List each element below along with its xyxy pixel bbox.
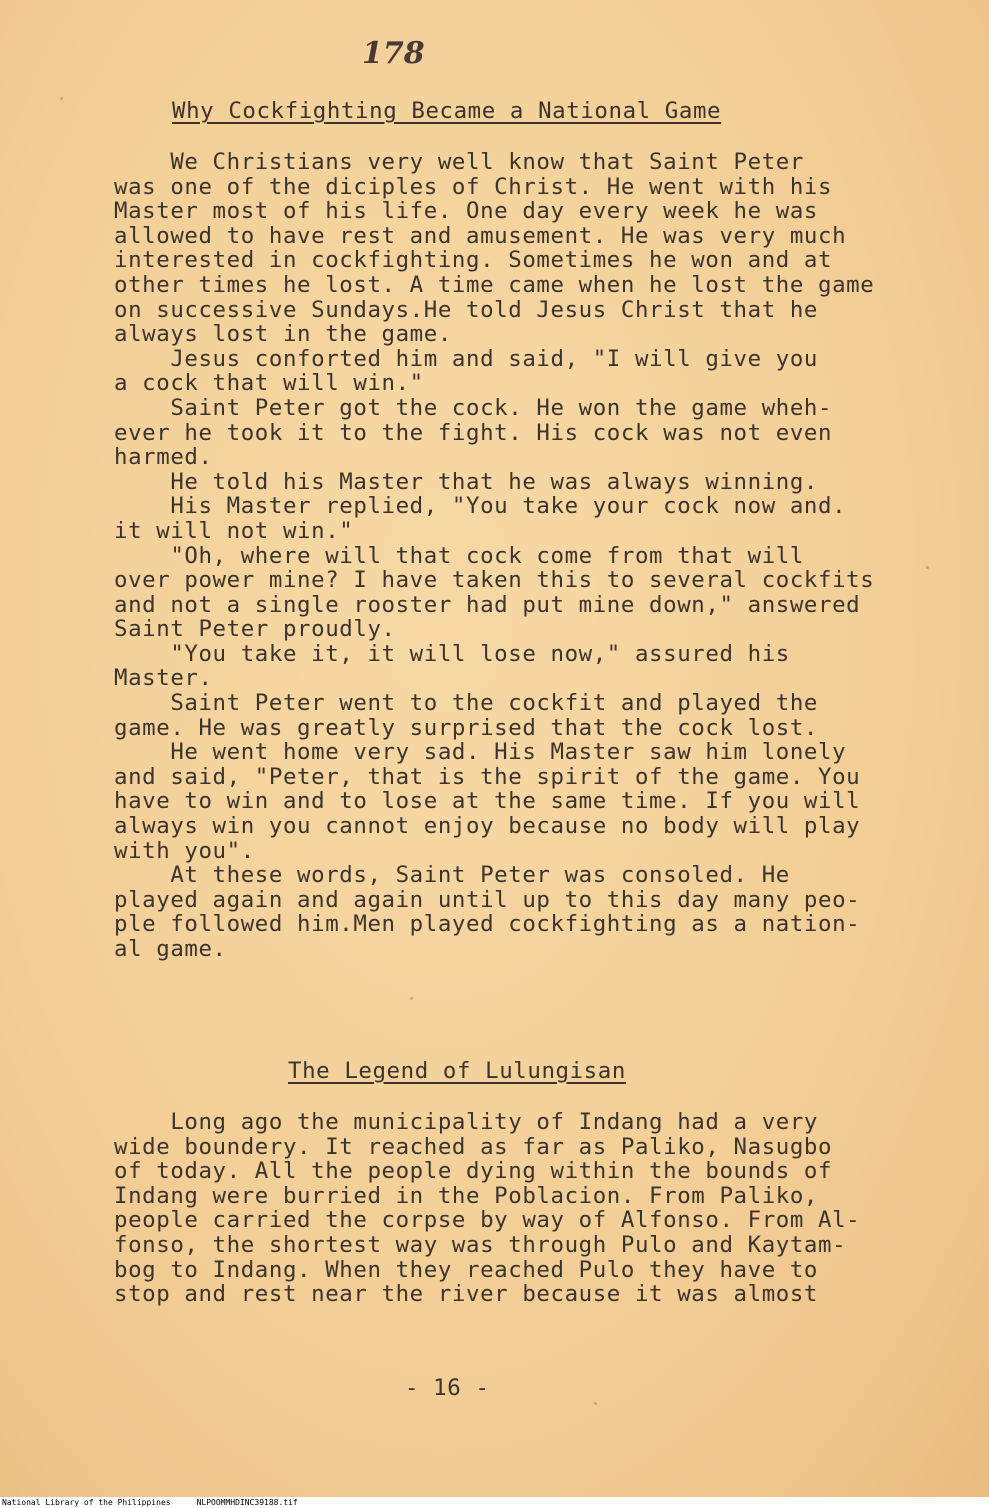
footer-file-name: NLPOOMMHDINC39188.tif: [196, 1498, 298, 1507]
text-line: on successive Sundays.He told Jesus Christ that he: [114, 296, 819, 323]
text-line: bog to Indang. When they reached Pulo they have to: [114, 1256, 819, 1283]
text-line: played again and again until up to this day many peo-: [114, 886, 861, 913]
text-line: He told his Master that he was always winning.: [114, 468, 819, 495]
story-title-cockfighting: Why Cockfighting Became a National Game: [172, 98, 722, 124]
story-body-lulungisan: [114, 1110, 914, 1307]
text-line: stop and rest near the river because it was almost: [114, 1281, 819, 1308]
text-line: Master most of his life. One day every week he was: [114, 198, 819, 225]
text-line: ever he took it to the fight. His cock was not even: [114, 419, 833, 446]
paper-speck: [410, 997, 413, 1000]
text-line: Jesus conforted him and said, "I will give you: [114, 345, 819, 372]
text-line: game. He was greatly surprised that the cock lost.: [114, 714, 819, 741]
paper-speck: [926, 566, 929, 569]
text-line: and said, "Peter, that is the spirit of the game. You: [114, 763, 861, 790]
text-line: other times he lost. A time came when he lost the game: [114, 271, 875, 298]
text-line: with you".: [114, 837, 255, 864]
text-line: over power mine? I have taken this to several cockfits: [114, 567, 875, 594]
text-line: it will not win.": [114, 517, 354, 544]
paper-speck: [60, 97, 63, 100]
text-line: Saint Peter got the cock. He won the game wheh-: [114, 394, 833, 421]
text-line: ple followed him.Men played cockfighting as a nation-: [114, 911, 861, 938]
text-line: He went home very sad. His Master saw him lonely: [114, 739, 847, 766]
text-line: people carried the corpse by way of Alfonso. From Al-: [114, 1207, 861, 1234]
text-line: His Master replied, "You take your cock now and.: [114, 493, 847, 520]
text-line: always win you cannot enjoy because no body will play: [114, 813, 861, 840]
text-line: Saint Peter went to the cockfit and played the: [114, 690, 819, 717]
text-line: harmed.: [114, 444, 213, 471]
text-line: We Christians very well know that Saint Peter: [114, 149, 804, 175]
story-body-cockfighting: [114, 150, 914, 962]
text-line: Master.: [114, 665, 213, 692]
text-line: "You take it, it will lose now," assured his: [114, 640, 790, 667]
paper-speck: [594, 1402, 597, 1405]
scan-footer: [0, 1497, 989, 1508]
text-line: was one of the diciples of Christ. He went with his: [114, 173, 833, 200]
text-line: of today. All the people dying within the bounds of: [114, 1158, 833, 1185]
text-line: allowed to have rest and amusement. He was very much: [114, 222, 847, 249]
text-line: Indang were burried in the Poblacion. From Paliko,: [114, 1182, 819, 1209]
text-line: al game.: [114, 936, 227, 962]
text-line: have to win and to lose at the same time. If you will: [114, 788, 861, 815]
text-line: At these words, Saint Peter was consoled. He: [114, 862, 790, 889]
text-line: a cock that will win.": [114, 370, 424, 397]
footer-library-name: National Library of the Philippines: [2, 1498, 171, 1507]
text-line: Long ago the municipality of Indang had a very: [114, 1109, 819, 1135]
text-line: "Oh, where will that cock come from that will: [114, 542, 804, 569]
text-line: Saint Peter proudly.: [114, 616, 396, 643]
text-line: always lost in the game.: [114, 321, 452, 348]
text-line: and not a single rooster had put mine down," answered: [114, 591, 861, 618]
handwritten-page-number: 178: [362, 36, 425, 71]
text-line: interested in cockfighting. Sometimes he won and at: [114, 247, 833, 274]
story-title-lulungisan: The Legend of Lulungisan: [288, 1058, 626, 1084]
text-line: wide boundery. It reached as far as Paliko, Nasugbo: [114, 1133, 833, 1160]
text-line: fonso, the shortest way was through Pulo and Kaytam-: [114, 1231, 847, 1258]
page-number: - 16 -: [405, 1375, 490, 1401]
